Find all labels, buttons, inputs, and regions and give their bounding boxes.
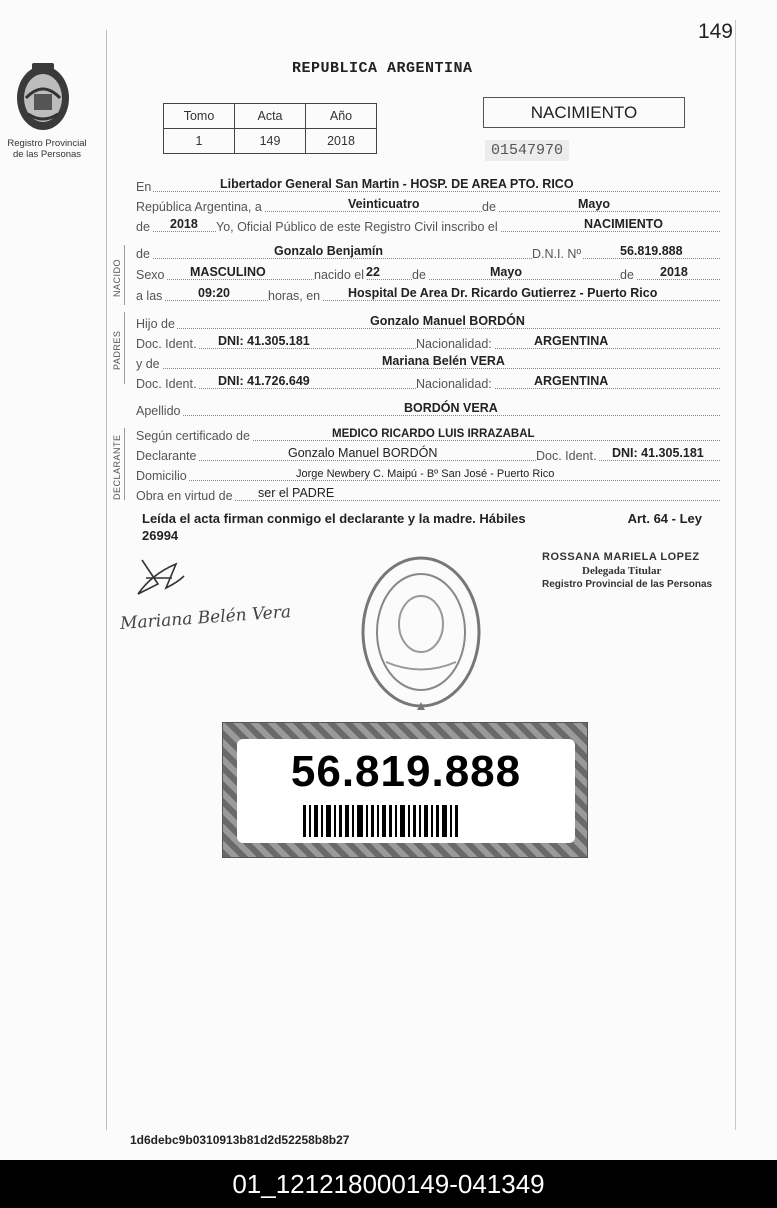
value-birth-time: 09:20 [198,286,230,300]
value-obra: ser el PADRE [258,486,335,500]
value-certificado: MEDICO RICARDO LUIS IRRAZABAL [332,428,535,440]
label-declarante-doc: Doc. Ident. [536,449,597,463]
right-margin-line [735,20,736,1130]
label-en: En [136,180,152,194]
value-mother-name: Mariana Belén VERA [382,354,505,368]
value-mother-nac: ARGENTINA [534,374,609,388]
barcode-bar [339,805,342,837]
barcode-bar [436,805,439,837]
row-republica [136,198,720,214]
row-certificado [136,427,720,443]
row-hijo-de [136,315,720,331]
row-obra [136,487,720,503]
value-declarante-doc: DNI: 41.305.181 [612,446,704,460]
label-father-doc: Doc. Ident. [136,337,197,351]
barcode-bar [419,805,421,837]
declarant-signature-icon [132,554,188,600]
label-horas-en: horas, en [268,289,321,303]
barcode-label [237,739,575,843]
barcode-bar [395,805,397,837]
label-yo: Yo, Oficial Público de este Registro Civil inscribo el [216,220,498,234]
value-birth-year: 2018 [660,265,688,279]
row-y-de [136,355,720,371]
closing-line1: Leída el acta firman conmigo el declarante y la madre. Hábiles [142,511,526,526]
value-child-name: Gonzalo Benjamín [274,244,384,258]
barcode-bar [413,805,416,837]
label-mother-nac: Nacionalidad: [416,377,492,391]
barcode-bar [357,805,363,837]
label-de-birth-2: de [620,268,634,282]
barcode-bar [377,805,379,837]
left-margin-line [106,30,107,1130]
value-month: Mayo [578,197,610,211]
label-domicilio: Domicilio [136,469,187,483]
province-emblem-icon [12,60,74,134]
barcode-bar [326,805,331,837]
value-father-nac: ARGENTINA [534,334,609,348]
value-declarante: Gonzalo Manuel BORDÓN [288,446,438,460]
value-father-name: Gonzalo Manuel BORDÓN [370,314,525,328]
label-father-nac: Nacionalidad: [416,337,492,351]
label-republica: República Argentina, a [136,200,262,214]
declarante-bracket [124,428,125,500]
row-apellido [136,402,720,418]
label-nacido-el: nacido el [314,268,365,282]
row-mother-doc [136,375,720,391]
barcode-bar [389,805,392,837]
ref-value-tomo: 1 [164,129,235,154]
value-year: 2018 [170,217,198,231]
nacido-bracket [124,245,125,305]
reference-table [163,103,377,154]
side-label-declarante: DECLARANTE [112,434,122,500]
value-birth-place: Hospital De Area Dr. Ricardo Gutierrez - Puerto Rico [348,286,658,300]
side-label-nacido: NACIDO [112,258,122,297]
ref-header-tomo: Tomo [164,104,235,129]
label-a-las: a las [136,289,163,303]
footer-bar [0,1160,777,1208]
value-apellido: BORDÓN VERA [404,401,498,415]
label-de-2: de [136,220,150,234]
row-hora-lugar [136,287,720,303]
value-child-dni: 56.819.888 [620,244,683,258]
barcode-bar [450,805,452,837]
ref-value-anio: 2018 [306,129,377,154]
side-label-padres: PADRES [112,330,122,370]
value-mother-doc: DNI: 41.726.649 [218,374,310,388]
ref-value-acta: 149 [235,129,306,154]
official-name: ROSSANA MARIELA LOPEZ [542,551,700,563]
page-number: 149 [697,20,733,43]
label-de-1: de [482,200,496,214]
barcode-bar [352,805,354,837]
barcode-bar [309,805,311,837]
value-birth-month: Mayo [490,265,522,279]
ref-header-acta: Acta [235,104,306,129]
label-de-name: de [136,247,150,261]
barcode-bar [382,805,386,837]
value-day: Veinticuatro [348,197,420,211]
row-sexo [136,266,720,282]
value-father-doc: DNI: 41.305.181 [218,334,310,348]
official-org: Registro Provincial de las Personas [542,579,713,590]
barcode-bar [408,805,410,837]
barcode-number: 56.819.888 [290,747,522,796]
row-father-doc [136,335,720,351]
official-seal-icon [356,552,486,712]
label-dni: D.N.I. Nº [532,247,582,261]
barcode-bar [371,805,374,837]
value-sexo: MASCULINO [190,265,266,279]
label-de-birth-1: de [412,268,426,282]
padres-bracket [124,312,125,384]
barcode-bar [455,805,458,837]
closing-article: Art. 64 - Ley [627,511,702,526]
label-apellido: Apellido [136,404,181,418]
closing-line2: 26994 [142,528,179,543]
barcode-bar [314,805,318,837]
serial-number: 01547970 [485,140,569,161]
footer-file-id: 01_121218000149-041349 [232,1169,545,1199]
mother-signature: Mariana Belén Vera [119,602,292,634]
barcode-sticker [222,722,588,858]
barcode-bar [424,805,428,837]
document-title: REPUBLICA ARGENTINA [292,60,473,77]
barcode-bars [303,805,523,837]
value-domicilio: Jorge Newbery C. Maipú - Bº San José - Puerto Rico [296,468,555,480]
official-signature-block [542,550,712,592]
value-birth-day: 22 [366,265,380,279]
label-hijo-de: Hijo de [136,317,175,331]
label-obra: Obra en virtud de [136,489,233,503]
barcode-bar [400,805,405,837]
label-declarante: Declarante [136,449,197,463]
barcode-bar [431,805,433,837]
value-en: Libertador General San Martin - HOSP. DE AREA PTO. RICO [220,177,574,191]
barcode-bar [442,805,447,837]
barcode-bar [345,805,349,837]
label-certificado: Según certificado de [136,429,250,443]
barcode-bar [334,805,336,837]
row-declarante [136,447,720,463]
barcode-bar [303,805,306,837]
logo-caption [2,138,92,160]
row-nacido-name [136,245,720,261]
document-hash: 1d6debc9b0310913b81d2d52258b8b27 [130,1133,350,1147]
barcode-bar [321,805,323,837]
logo-caption-line1: Registro Provincial [7,138,87,149]
official-role: Delegada Titular [582,565,662,577]
label-y-de: y de [136,357,160,371]
row-en [136,178,720,194]
ref-header-anio: Año [306,104,377,129]
label-mother-doc: Doc. Ident. [136,377,197,391]
act-type-box: NACIMIENTO [483,97,685,128]
row-domicilio [136,467,720,483]
logo-caption-line2: de las Personas [12,149,82,160]
barcode-bar [366,805,368,837]
label-sexo: Sexo [136,268,165,282]
row-year-inscribe [136,218,720,234]
value-inscribe: NACIMIENTO [584,217,663,231]
closing-statement [142,510,712,544]
